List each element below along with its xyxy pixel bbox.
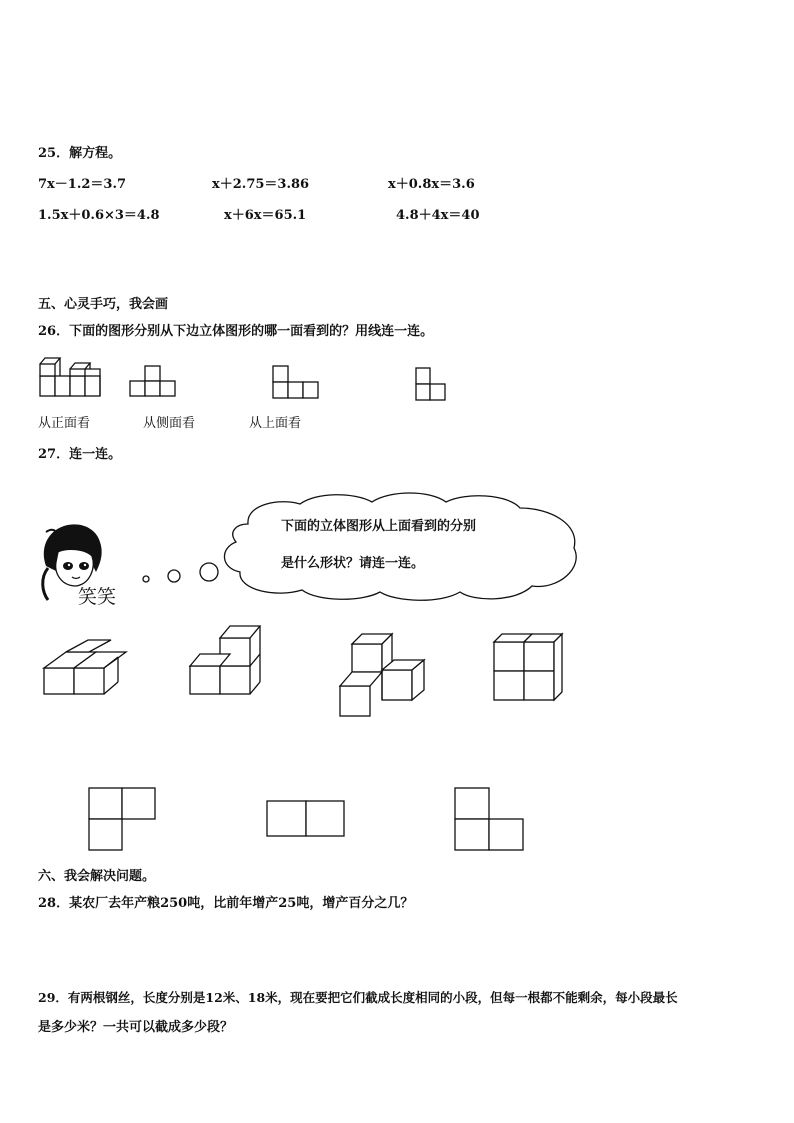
equation-4: 1.5x＋0.6×3＝4.8 bbox=[38, 208, 160, 223]
bubble-text-line-1: 下面的立体图形从上面看到的分别 bbox=[281, 519, 477, 534]
top-view-1 bbox=[88, 787, 158, 851]
equation-1: 7x－1.2＝3.7 bbox=[38, 177, 127, 192]
q26-solid-figure bbox=[40, 358, 102, 400]
equation-5: x＋6x＝65.1 bbox=[224, 208, 307, 223]
q26-view-shape-3 bbox=[416, 368, 448, 402]
q26-title: 26．下面的图形分别从下边立体图形的哪一面看到的？用线连一连。 bbox=[38, 324, 434, 339]
q25-title: 25．解方程。 bbox=[38, 146, 122, 161]
solid-1 bbox=[43, 640, 123, 696]
q26-view-shape-2 bbox=[273, 366, 319, 400]
top-view-3 bbox=[454, 787, 526, 851]
q29-line-1: 29．有两根钢丝，长度分别是12米、18米，现在要把它们截成长度相同的小段，但每一根都不能剩余，每小段最长 bbox=[38, 990, 678, 1005]
section-5-title: 五、心灵手巧，我会画 bbox=[38, 297, 169, 312]
equation-2: x＋2.75＝3.86 bbox=[212, 177, 310, 192]
solid-4 bbox=[492, 632, 572, 704]
solid-3 bbox=[338, 632, 430, 720]
equation-3: x＋0.8x＝3.6 bbox=[388, 177, 475, 192]
label-side-view: 从侧面看 bbox=[143, 416, 196, 431]
top-view-2 bbox=[266, 800, 346, 838]
thought-bubble bbox=[140, 494, 580, 604]
q29-line-2: 是多少米？一共可以截成多少段？ bbox=[38, 1020, 234, 1035]
section-6-title: 六、我会解决问题。 bbox=[38, 869, 156, 884]
q27-title: 27．连一连。 bbox=[38, 447, 122, 462]
q28-text: 28．某农厂去年产粮250吨，比前年增产25吨，增产百分之几？ bbox=[38, 896, 414, 911]
character-name: 笑笑 bbox=[78, 586, 117, 608]
q26-view-shape-1 bbox=[130, 364, 176, 398]
label-front-view: 从正面看 bbox=[38, 416, 91, 431]
solid-2 bbox=[188, 622, 266, 698]
label-top-view: 从上面看 bbox=[249, 416, 302, 431]
bubble-text-line-2: 是什么形状？请连一连。 bbox=[281, 556, 425, 571]
equation-6: 4.8＋4x＝40 bbox=[396, 208, 480, 223]
